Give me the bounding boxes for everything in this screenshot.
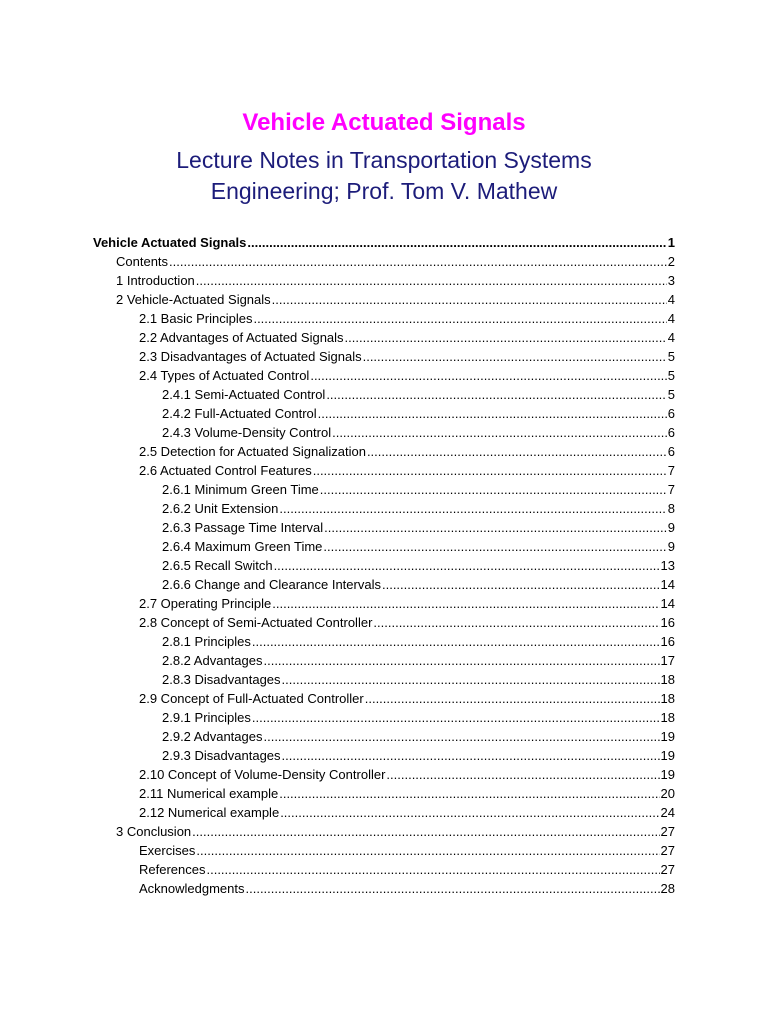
- toc-dot-leader: [196, 841, 659, 860]
- document-subtitle: [0, 145, 768, 207]
- toc-entry-page-number: 24: [660, 805, 675, 820]
- toc-entry-page-number: 3: [667, 273, 675, 288]
- toc-entry-page-number: 9: [667, 520, 675, 535]
- toc-entry-page-number: 4: [667, 292, 675, 307]
- toc-dot-leader: [253, 309, 666, 328]
- toc-entry[interactable]: [93, 461, 675, 480]
- toc-entry-label: Contents: [116, 254, 169, 269]
- toc-entry[interactable]: [93, 556, 675, 575]
- toc-entry[interactable]: [93, 784, 675, 803]
- toc-entry-label: References: [139, 862, 206, 877]
- toc-entry-page-number: 27: [660, 824, 675, 839]
- toc-entry[interactable]: [93, 632, 675, 651]
- toc-entry-page-number: 18: [660, 710, 675, 725]
- toc-dot-leader: [326, 385, 666, 404]
- toc-entry-label: 2.9.1 Principles: [162, 710, 251, 725]
- toc-entry-page-number: 4: [667, 330, 675, 345]
- toc-dot-leader: [332, 423, 667, 442]
- toc-entry-label: 2.5 Detection for Actuated Signalization: [139, 444, 366, 459]
- toc-entry-page-number: 18: [660, 691, 675, 706]
- toc-entry-page-number: 2: [667, 254, 675, 269]
- toc-entry-label: 2.6.6 Change and Clearance Intervals: [162, 577, 381, 592]
- toc-entry-label: Exercises: [139, 843, 196, 858]
- toc-entry[interactable]: [93, 442, 675, 461]
- toc-entry-page-number: 19: [660, 767, 675, 782]
- toc-entry-label: 1 Introduction: [116, 273, 195, 288]
- toc-entry[interactable]: [93, 309, 675, 328]
- toc-entry[interactable]: [93, 689, 675, 708]
- toc-entry[interactable]: [93, 803, 675, 822]
- toc-entry-page-number: 27: [660, 843, 675, 858]
- toc-dot-leader: [169, 252, 667, 271]
- toc-entry[interactable]: [93, 537, 675, 556]
- toc-entry[interactable]: [93, 271, 675, 290]
- toc-entry-label: Vehicle Actuated Signals: [93, 235, 247, 250]
- toc-entry-label: 3 Conclusion: [116, 824, 192, 839]
- toc-entry-label: 2.6 Actuated Control Features: [139, 463, 312, 478]
- toc-entry[interactable]: [93, 765, 675, 784]
- toc-entry-page-number: 9: [667, 539, 675, 554]
- toc-entry-label: 2.12 Numerical example: [139, 805, 280, 820]
- toc-dot-leader: [272, 290, 667, 309]
- toc-entry[interactable]: [93, 727, 675, 746]
- toc-entry-page-number: 16: [660, 615, 675, 630]
- toc-entry-page-number: 19: [660, 748, 675, 763]
- toc-entry-label: 2.9.3 Disadvantages: [162, 748, 281, 763]
- toc-entry[interactable]: [93, 252, 675, 271]
- toc-entry-label: 2.6.2 Unit Extension: [162, 501, 279, 516]
- subtitle-line-2: Engineering; Prof. Tom V. Mathew: [210, 178, 558, 204]
- toc-entry-label: 2.1 Basic Principles: [139, 311, 253, 326]
- toc-dot-leader: [367, 442, 667, 461]
- toc-entry[interactable]: [93, 233, 675, 252]
- toc-dot-leader: [196, 271, 667, 290]
- toc-entry-page-number: 6: [667, 425, 675, 440]
- toc-entry-label: 2.4.3 Volume-Density Control: [162, 425, 332, 440]
- toc-entry-label: Acknowledgments: [139, 881, 245, 896]
- toc-entry[interactable]: [93, 404, 675, 423]
- toc-entry-label: 2.8 Concept of Semi-Actuated Controller: [139, 615, 373, 630]
- toc-entry-page-number: 17: [660, 653, 675, 668]
- toc-entry[interactable]: [93, 708, 675, 727]
- toc-entry-label: 2.7 Operating Principle: [139, 596, 272, 611]
- toc-entry-label: 2.2 Advantages of Actuated Signals: [139, 330, 344, 345]
- toc-dot-leader: [206, 860, 659, 879]
- toc-entry[interactable]: [93, 328, 675, 347]
- toc-dot-leader: [272, 594, 659, 613]
- table-of-contents: [93, 233, 675, 898]
- toc-dot-leader: [263, 651, 659, 670]
- toc-dot-leader: [313, 461, 667, 480]
- toc-entry-page-number: 14: [660, 596, 675, 611]
- toc-dot-leader: [263, 727, 659, 746]
- toc-dot-leader: [282, 746, 660, 765]
- toc-dot-leader: [345, 328, 667, 347]
- toc-entry[interactable]: [93, 385, 675, 404]
- toc-entry-label: 2 Vehicle-Actuated Signals: [116, 292, 271, 307]
- toc-entry-label: 2.4 Types of Actuated Control: [139, 368, 310, 383]
- toc-dot-leader: [318, 404, 667, 423]
- toc-dot-leader: [365, 689, 660, 708]
- toc-dot-leader: [323, 537, 666, 556]
- toc-entry-page-number: 20: [660, 786, 675, 801]
- toc-dot-leader: [247, 233, 666, 252]
- toc-dot-leader: [252, 632, 660, 651]
- toc-entry-label: 2.10 Concept of Volume-Density Controller: [139, 767, 386, 782]
- toc-entry-label: 2.8.2 Advantages: [162, 653, 263, 668]
- toc-entry-page-number: 1: [667, 235, 675, 250]
- toc-entry-page-number: 5: [667, 387, 675, 402]
- toc-entry[interactable]: [93, 480, 675, 499]
- toc-entry-label: 2.4.2 Full-Actuated Control: [162, 406, 317, 421]
- toc-entry-label: 2.6.4 Maximum Green Time: [162, 539, 323, 554]
- toc-dot-leader: [310, 366, 666, 385]
- toc-entry[interactable]: [93, 670, 675, 689]
- toc-entry[interactable]: [93, 651, 675, 670]
- subtitle-line-1: Lecture Notes in Transportation Systems: [176, 147, 592, 173]
- toc-entry-page-number: 19: [660, 729, 675, 744]
- toc-dot-leader: [279, 784, 659, 803]
- toc-entry-page-number: 18: [660, 672, 675, 687]
- toc-entry[interactable]: [93, 860, 675, 879]
- toc-entry-label: 2.6.5 Recall Switch: [162, 558, 273, 573]
- toc-entry-label: 2.6.3 Passage Time Interval: [162, 520, 324, 535]
- toc-entry-label: 2.9 Concept of Full-Actuated Controller: [139, 691, 364, 706]
- toc-dot-leader: [282, 670, 660, 689]
- toc-entry[interactable]: [93, 822, 675, 841]
- toc-dot-leader: [320, 480, 667, 499]
- toc-dot-leader: [246, 879, 660, 898]
- toc-entry-label: 2.8.3 Disadvantages: [162, 672, 281, 687]
- toc-entry[interactable]: [93, 575, 675, 594]
- toc-entry-page-number: 5: [667, 349, 675, 364]
- toc-entry[interactable]: [93, 841, 675, 860]
- toc-entry-page-number: 16: [660, 634, 675, 649]
- toc-dot-leader: [274, 556, 660, 575]
- toc-entry-label: 2.11 Numerical example: [139, 786, 279, 801]
- toc-entry-page-number: 27: [660, 862, 675, 877]
- toc-entry-page-number: 5: [667, 368, 675, 383]
- toc-entry-label: 2.4.1 Semi-Actuated Control: [162, 387, 326, 402]
- toc-entry-page-number: 13: [660, 558, 675, 573]
- toc-entry-label: 2.3 Disadvantages of Actuated Signals: [139, 349, 362, 364]
- toc-entry[interactable]: [93, 594, 675, 613]
- toc-entry-label: 2.9.2 Advantages: [162, 729, 263, 744]
- toc-entry-page-number: 4: [667, 311, 675, 326]
- toc-dot-leader: [280, 803, 659, 822]
- toc-dot-leader: [324, 518, 667, 537]
- toc-entry-page-number: 7: [667, 463, 675, 478]
- toc-dot-leader: [279, 499, 666, 518]
- toc-entry-page-number: 6: [667, 444, 675, 459]
- toc-entry-page-number: 28: [660, 881, 675, 896]
- toc-dot-leader: [192, 822, 659, 841]
- document-title: Vehicle Actuated Signals: [242, 109, 526, 136]
- toc-entry[interactable]: [93, 347, 675, 366]
- toc-dot-leader: [382, 575, 660, 594]
- toc-entry[interactable]: [93, 423, 675, 442]
- toc-dot-leader: [386, 765, 659, 784]
- toc-entry-page-number: 6: [667, 406, 675, 421]
- toc-dot-leader: [363, 347, 667, 366]
- toc-entry[interactable]: [93, 366, 675, 385]
- toc-entry-page-number: 14: [660, 577, 675, 592]
- toc-entry-label: 2.6.1 Minimum Green Time: [162, 482, 319, 497]
- toc-entry[interactable]: [93, 613, 675, 632]
- toc-entry-page-number: 8: [667, 501, 675, 516]
- toc-entry[interactable]: [93, 290, 675, 309]
- toc-entry[interactable]: [93, 499, 675, 518]
- toc-entry[interactable]: [93, 879, 675, 898]
- toc-entry-label: 2.8.1 Principles: [162, 634, 251, 649]
- toc-dot-leader: [252, 708, 660, 727]
- toc-dot-leader: [373, 613, 659, 632]
- toc-entry[interactable]: [93, 518, 675, 537]
- toc-entry-page-number: 7: [667, 482, 675, 497]
- toc-entry[interactable]: [93, 746, 675, 765]
